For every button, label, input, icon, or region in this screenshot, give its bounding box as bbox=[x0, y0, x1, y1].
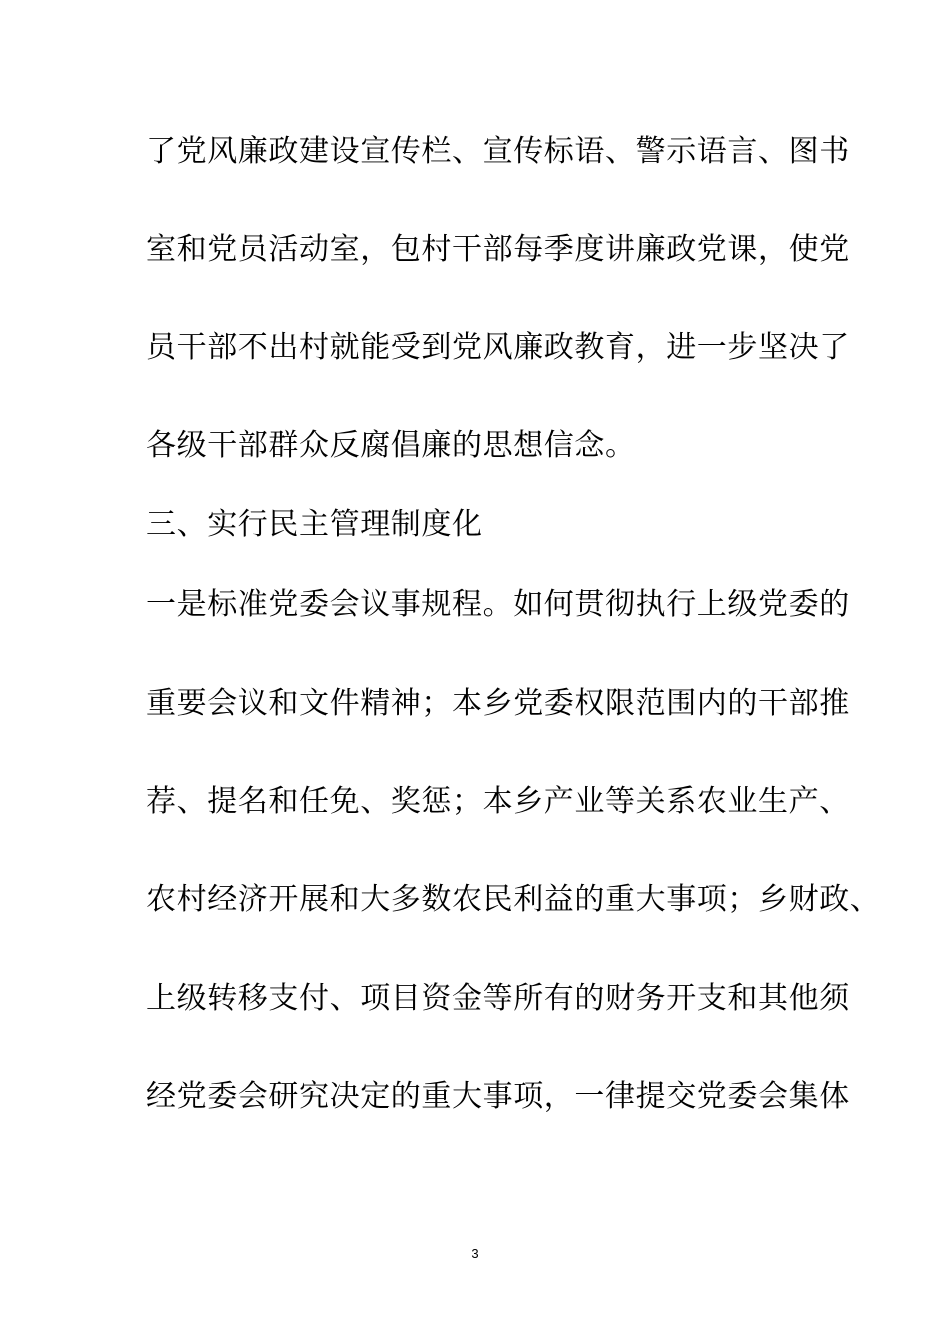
text-line: 一是标准党委会议事规程。如何贯彻执行上级党委的 bbox=[146, 587, 850, 622]
text-line: 农村经济开展和大多数农民利益的重大事项；乡财政、 bbox=[146, 882, 881, 917]
text-line: 经党委会研究决定的重大事项，一律提交党委会集体 bbox=[146, 1079, 850, 1114]
text-line: 室和党员活动室，包村干部每季度讲廉政党课，使党 bbox=[146, 232, 850, 267]
page-number: 3 bbox=[471, 1246, 479, 1261]
text-line: 重要会议和文件精神；本乡党委权限范围内的干部推 bbox=[146, 686, 850, 721]
section-heading: 三、实行民主管理制度化 bbox=[146, 507, 483, 542]
text-line: 荐、提名和任免、奖惩；本乡产业等关系农业生产、 bbox=[146, 784, 850, 819]
text-line: 上级转移支付、项目资金等所有的财务开支和其他须 bbox=[146, 981, 850, 1016]
text-line: 员干部不出村就能受到党风廉政教育，进一步坚决了 bbox=[146, 330, 850, 365]
text-line: 各级干部群众反腐倡廉的思想信念。 bbox=[146, 428, 636, 463]
text-line: 了党风廉政建设宣传栏、宣传标语、警示语言、图书 bbox=[146, 134, 850, 169]
